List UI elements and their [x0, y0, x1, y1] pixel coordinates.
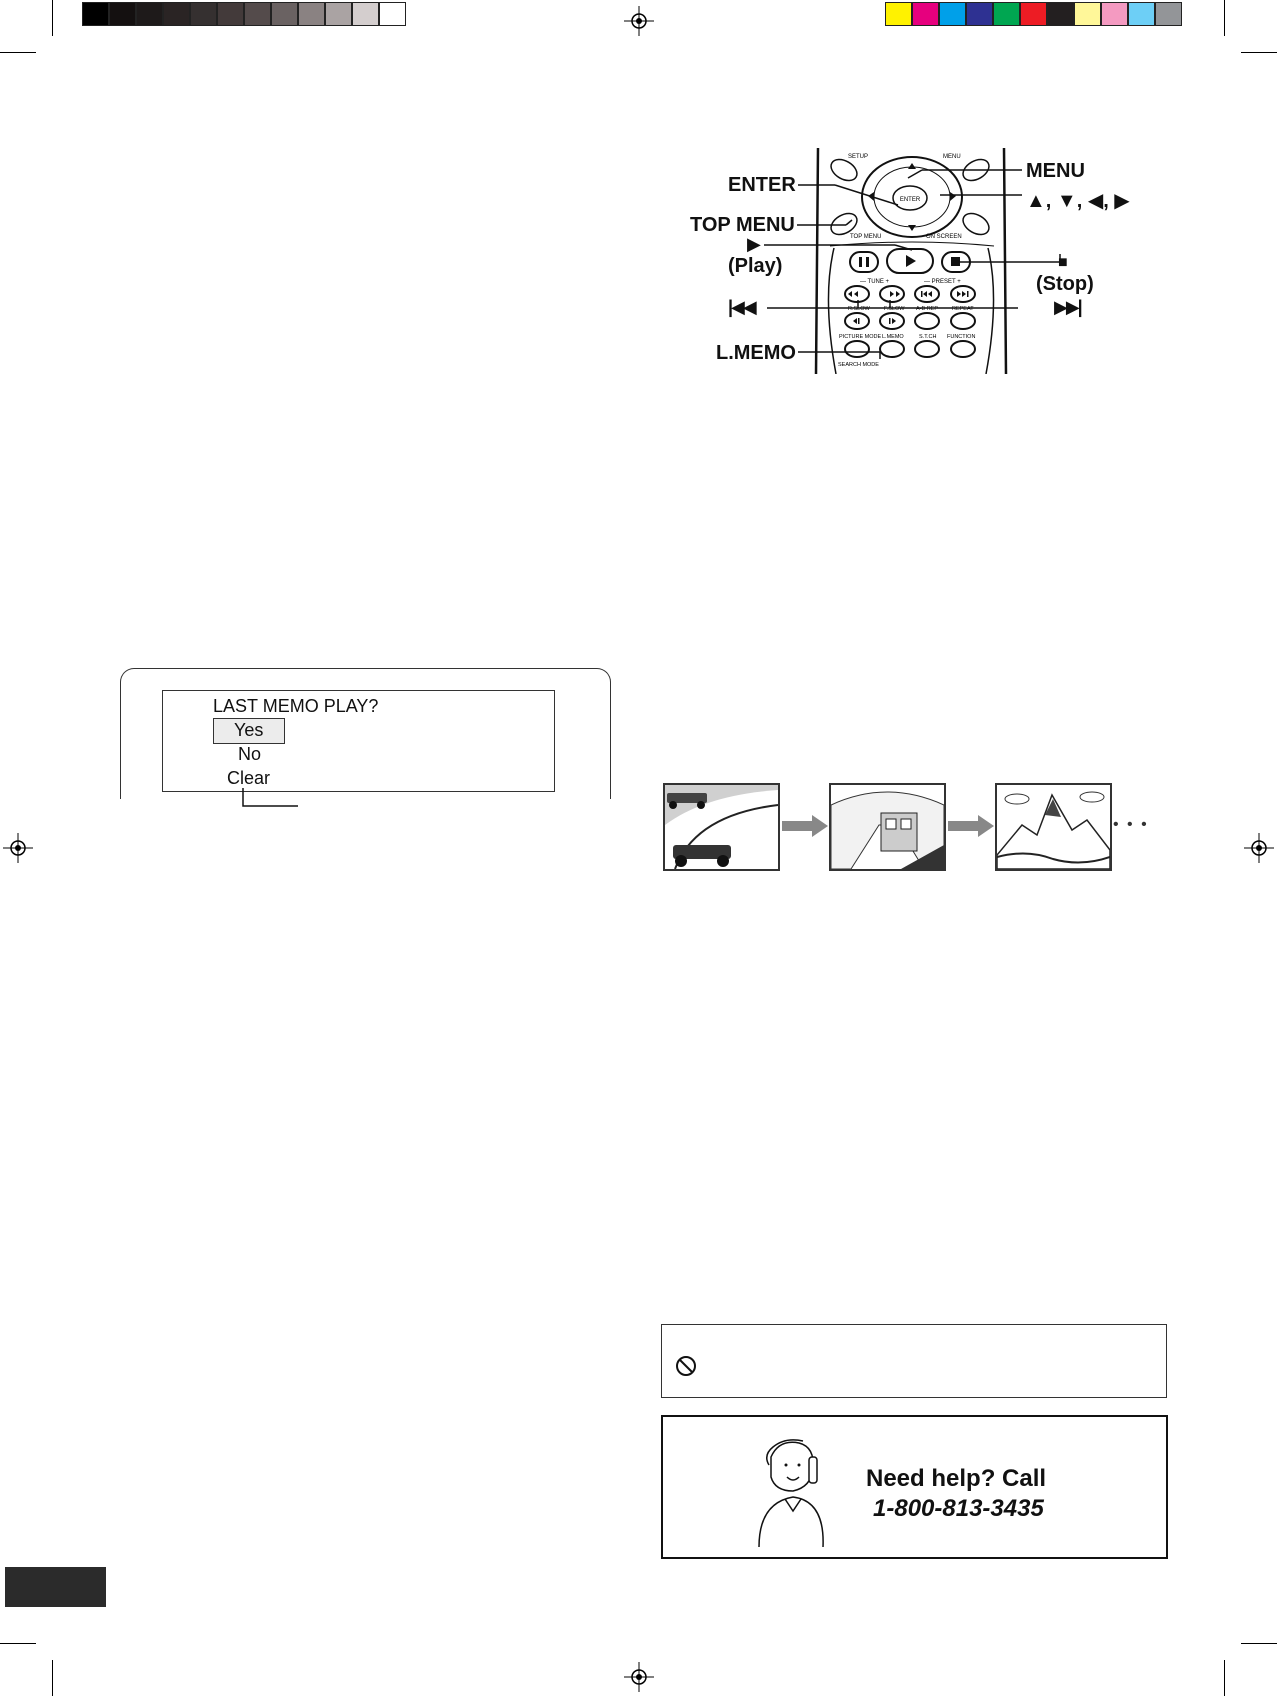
registration-mark-right [1244, 833, 1274, 863]
picture-mode-label: PICTURE MODE [839, 334, 882, 340]
ab-rep-label: A-B REP [916, 306, 939, 312]
gray-swatch-2 [136, 2, 163, 26]
gray-swatch-7 [271, 2, 298, 26]
color-swatch-8 [1101, 2, 1128, 26]
color-calibration-bar [885, 2, 1182, 26]
color-swatch-5 [1020, 2, 1047, 26]
gray-swatch-9 [325, 2, 352, 26]
gray-swatch-4 [190, 2, 217, 26]
arrow-right-icon [948, 815, 994, 837]
function-label: FUNCTION [947, 334, 976, 340]
f-slow-label: F.SLOW [884, 306, 905, 312]
arrow-right-icon [782, 815, 828, 837]
sequence-ellipsis: • • • [1113, 816, 1149, 833]
color-swatch-2 [939, 2, 966, 26]
help-box [661, 1415, 1168, 1559]
crop-mark [0, 52, 36, 53]
tune-label: — TUNE + [860, 279, 890, 285]
color-swatch-1 [912, 2, 939, 26]
registration-mark-top [624, 6, 654, 36]
phone-operator-icon [749, 1437, 829, 1547]
color-swatch-9 [1128, 2, 1155, 26]
crop-mark [1241, 52, 1277, 53]
top-menu-label: TOP MENU [850, 234, 882, 240]
color-swatch-4 [993, 2, 1020, 26]
color-swatch-6 [1047, 2, 1074, 26]
dialog-title: LAST MEMO PLAY? [213, 696, 379, 716]
preset-label: — PRESET + [924, 279, 961, 285]
gray-swatch-1 [109, 2, 136, 26]
notice-box [661, 1324, 1167, 1398]
callout-skip-forward: ▶▶| [1054, 297, 1081, 317]
gray-swatch-10 [352, 2, 379, 26]
repeat-label: REPEAT [952, 306, 974, 312]
crop-mark [1241, 1643, 1277, 1644]
gray-swatch-5 [217, 2, 244, 26]
callout-enter: ENTER [728, 174, 796, 196]
r-slow-label: R.SLOW [848, 306, 870, 312]
page-number-tab [5, 1567, 106, 1607]
gray-swatch-6 [244, 2, 271, 26]
l-memo-label: L.MEMO [882, 334, 904, 340]
s-ch-label: S.T.CH [919, 334, 937, 340]
scene-thumbnail-racing [663, 783, 780, 871]
callout-stop-symbol: ■ [1058, 254, 1068, 271]
gray-swatch-11 [379, 2, 406, 26]
callout-arrows: ▲, ▼, ◀, ▶ [1026, 190, 1130, 212]
clear-pointer-line [240, 786, 300, 808]
grayscale-calibration-bar [82, 2, 406, 26]
help-line: Need help? Call [866, 1465, 1047, 1492]
scene-thumbnail-tunnel [829, 783, 946, 871]
crop-mark [0, 1643, 36, 1644]
gray-swatch-8 [298, 2, 325, 26]
crop-mark [52, 0, 53, 36]
callout-menu: MENU [1026, 160, 1085, 182]
callout-play: (Play) [728, 255, 783, 277]
color-swatch-0 [885, 2, 912, 26]
callout-lmemo: L.MEMO [716, 342, 796, 364]
setup-label: SETUP [848, 154, 869, 160]
color-swatch-10 [1155, 2, 1182, 26]
option-yes[interactable]: Yes [234, 720, 264, 740]
option-no[interactable]: No [238, 744, 262, 764]
registration-mark-bottom [624, 1662, 654, 1692]
callout-top-menu: TOP MENU [690, 214, 795, 236]
gray-swatch-3 [163, 2, 190, 26]
on-screen-label: ON SCREEN [926, 234, 962, 240]
color-swatch-3 [966, 2, 993, 26]
scene-thumbnail-mountains [995, 783, 1112, 871]
search-mode-label: SEARCH MODE [838, 362, 879, 368]
registration-mark-left [3, 833, 33, 863]
option-clear[interactable]: Clear [227, 768, 271, 788]
color-swatch-7 [1074, 2, 1101, 26]
menu-label: MENU [943, 154, 961, 160]
callout-skip-back: |◀◀ [728, 297, 755, 317]
enter-button-text: ENTER [899, 197, 921, 203]
crop-mark [52, 1660, 53, 1696]
help-phone-number: 1-800-813-3435 [873, 1495, 1044, 1522]
callout-play-symbol: ▶ [747, 234, 761, 254]
crop-mark [1224, 0, 1225, 36]
crop-mark [1224, 1660, 1225, 1696]
gray-swatch-0 [82, 2, 109, 26]
prohibited-icon [675, 1355, 697, 1377]
callout-stop: (Stop) [1036, 273, 1094, 295]
